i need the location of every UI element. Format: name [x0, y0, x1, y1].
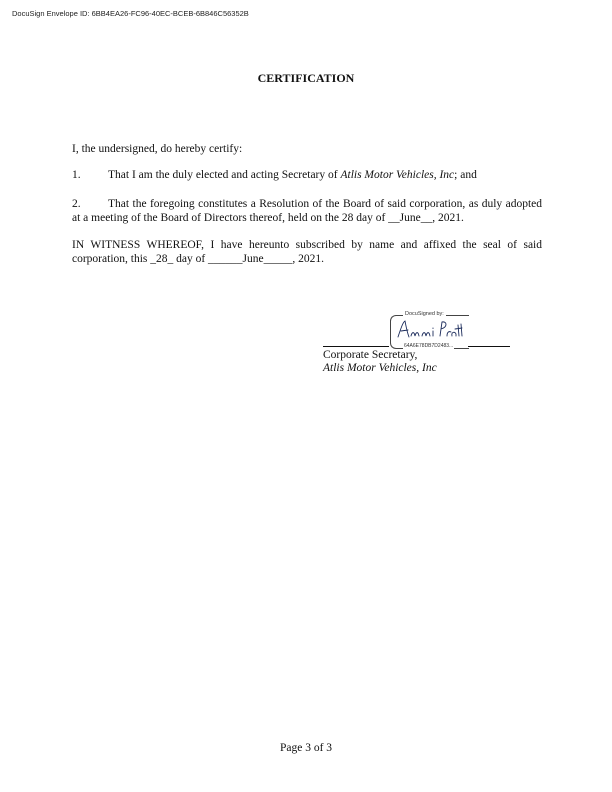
item-text: That the foregoing constitutes a Resolution of the Board of said corporation, as duly adopted at a meeting of the Board of Directors thereof, held on the 28 day of __June__, 2021. [72, 198, 542, 224]
signature-line-left [323, 346, 389, 347]
intro-text: I, the undersigned, do hereby certify: [72, 143, 243, 155]
signature-block [323, 312, 523, 352]
docusign-id: 64A6E78DB7D2483... [404, 343, 454, 349]
docusign-label: DocuSigned by: [405, 311, 444, 317]
page-title: CERTIFICATION [257, 71, 355, 85]
handwritten-signature [395, 318, 465, 340]
company-name: Atlis Motor Vehicles, Inc [340, 169, 455, 181]
page-number: Page 3 of 3 [279, 742, 333, 754]
item-1 [72, 168, 542, 182]
item-number: 2. [72, 198, 81, 210]
signature-line-right [468, 346, 510, 347]
item-number: 1. [72, 169, 81, 181]
item-2 [72, 197, 542, 225]
item-text-end: ; and [454, 169, 477, 181]
signer-company: Atlis Motor Vehicles, Inc [323, 362, 437, 374]
item-text: That I am the duly elected and acting Secretary of [108, 169, 341, 181]
signer-title: Corporate Secretary, [323, 349, 418, 361]
envelope-id: DocuSign Envelope ID: 6BB4EA26-FC96-40EC-BCEB-6B846C56352B [12, 9, 249, 18]
witness-paragraph: IN WITNESS WHEREOF, I have hereunto subscribed by name and affixed the seal of said corporation, this _28_ day of ______June_____, 2021. [72, 239, 542, 265]
